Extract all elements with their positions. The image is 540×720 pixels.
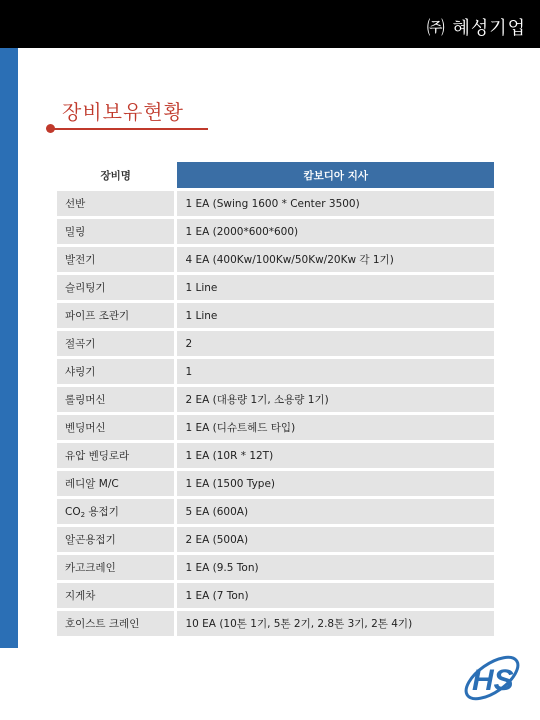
equipment-name-cell: 파이프 조관기 (57, 303, 174, 328)
logo-text: HS (472, 664, 514, 697)
equipment-spec-cell: 1 EA (2000*600*600) (174, 219, 494, 244)
equipment-spec-cell: 2 EA (500A) (174, 527, 494, 552)
equipment-spec-cell: 10 EA (10톤 1기, 5톤 2기, 2.8톤 3기, 2톤 4기) (174, 611, 494, 636)
equipment-spec-cell: 2 EA (대용량 1기, 소용량 1기) (174, 387, 494, 412)
equipment-name-cell: 롤링머신 (57, 387, 174, 412)
equipment-name-cell: 지게차 (57, 583, 174, 608)
table-row (57, 331, 494, 356)
equipment-name-cell: 알곤용접기 (57, 527, 174, 552)
header-branch: 캄보디아 지사 (174, 162, 494, 188)
equipment-name-cell: 벤딩머신 (57, 415, 174, 440)
table-row (57, 555, 494, 580)
equipment-name-cell: 발전기 (57, 247, 174, 272)
section-title: 장비보유현황 (62, 100, 184, 124)
equipment-spec-cell: 1 EA (9.5 Ton) (174, 555, 494, 580)
table-row (57, 247, 494, 272)
equipment-spec-cell: 1 EA (7 Ton) (174, 583, 494, 608)
equipment-spec-cell: 1 (174, 359, 494, 384)
company-name: ㈜ 혜성기업 (426, 18, 526, 39)
equipment-spec-cell: 1 EA (Swing 1600 * Center 3500) (174, 191, 494, 216)
table-row (57, 499, 494, 524)
equipment-spec-cell: 1 EA (1500 Type) (174, 471, 494, 496)
table-row (57, 219, 494, 244)
table-row (57, 415, 494, 440)
hs-logo (454, 648, 524, 710)
top-bar (0, 0, 540, 48)
equipment-spec-cell: 1 Line (174, 275, 494, 300)
equipment-spec-cell: 5 EA (600A) (174, 499, 494, 524)
equipment-table (57, 159, 494, 639)
equipment-name-cell: $CO_2$ 용접기 (57, 499, 174, 524)
equipment-spec-cell: 4 EA (400Kw/100Kw/50Kw/20Kw 각 1기) (174, 247, 494, 272)
equipment-name-cell: 슬리팅기 (57, 275, 174, 300)
table-row (57, 387, 494, 412)
equipment-name-cell: 절곡기 (57, 331, 174, 356)
table-row (57, 303, 494, 328)
equipment-spec-cell: 1 EA (10R * 12T) (174, 443, 494, 468)
table-row (57, 527, 494, 552)
equipment-name-cell: 호이스트 크레인 (57, 611, 174, 636)
equipment-name-cell: 밀링 (57, 219, 174, 244)
equipment-name-cell: 선반 (57, 191, 174, 216)
title-underline (50, 128, 208, 130)
table-row (57, 191, 494, 216)
table-row (57, 443, 494, 468)
equipment-spec-cell: 2 (174, 331, 494, 356)
equipment-name-cell: 샤링기 (57, 359, 174, 384)
table-header-row (57, 162, 494, 188)
header-equipment: 장비명 (100, 169, 131, 182)
table-row (57, 359, 494, 384)
equipment-name-cell: 카고크레인 (57, 555, 174, 580)
left-accent-bar (0, 48, 18, 648)
equipment-name-cell: 유압 벤딩로라 (57, 443, 174, 468)
table-row (57, 471, 494, 496)
table-row (57, 275, 494, 300)
table-row (57, 583, 494, 608)
table-row (57, 611, 494, 636)
equipment-spec-cell: 1 Line (174, 303, 494, 328)
equipment-spec-cell: 1 EA (디슈트헤드 타입) (174, 415, 494, 440)
equipment-name-cell: 레디알 M/C (57, 471, 174, 496)
